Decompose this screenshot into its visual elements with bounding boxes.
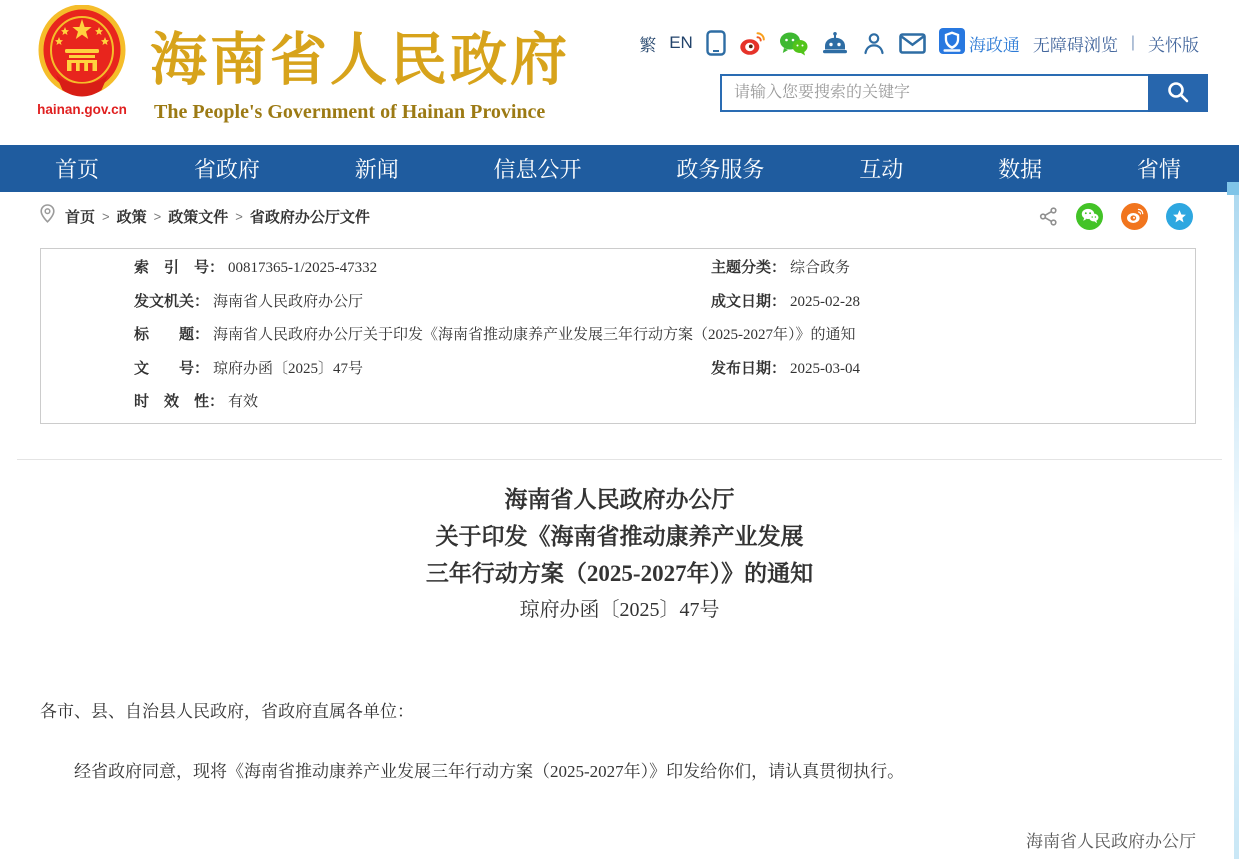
breadcrumb-row	[0, 192, 1239, 240]
top-links	[639, 29, 1199, 57]
scrollbar-track[interactable]	[1234, 195, 1239, 859]
nav-item-data[interactable]: 数据	[998, 157, 1043, 182]
haizhengtong-icon	[939, 28, 965, 59]
haizhengtong-label: 海政通	[968, 35, 1020, 55]
document-title-line: 海南省人民政府办公厅	[504, 486, 735, 512]
nav-item-news[interactable]: 新闻	[354, 157, 399, 182]
haizhengtong-link[interactable]	[939, 28, 1020, 59]
breadcrumb-policy-documents[interactable]: 政策文件	[168, 208, 229, 226]
site-subtitle: The People's Government of Hainan Province	[154, 101, 546, 123]
nav-item-government-services[interactable]: 政务服务	[676, 157, 765, 182]
content-divider	[17, 459, 1222, 460]
scrollbar-thumb[interactable]	[1227, 182, 1239, 195]
care-version-link[interactable]: 关怀版	[1148, 35, 1199, 55]
links-divider: |	[1130, 34, 1135, 51]
document-paragraph: 经省政府同意，现将《海南省推动康养产业发展三年行动方案（2025-2027年）》印发给你们，请认真贯彻执行。	[74, 761, 905, 781]
search-bar	[720, 74, 1208, 112]
document-signature: 海南省人民政府办公厅	[1026, 831, 1196, 851]
nav-item-home[interactable]: 首页	[55, 157, 100, 182]
document-salutation: 各市、县、自治县人民政府，省政府直属各单位：	[40, 701, 414, 721]
share-icon[interactable]	[1039, 207, 1058, 226]
breadcrumb-separator: >	[153, 208, 162, 224]
english-link[interactable]: EN	[669, 33, 693, 52]
nav-item-provincial-government[interactable]: 省政府	[193, 157, 260, 182]
meta-row	[134, 284, 1185, 318]
meta-row	[134, 250, 1185, 284]
meta-issuing-agency: 发文机关： 海南省人民政府办公厅	[134, 292, 364, 310]
weibo-icon[interactable]	[739, 31, 766, 56]
search-button[interactable]	[1148, 74, 1208, 112]
mail-icon[interactable]	[899, 33, 926, 54]
location-pin-icon	[40, 204, 55, 228]
document-number: 琼府办函〔2025〕47号	[519, 598, 720, 621]
share-buttons	[1039, 203, 1193, 230]
site-title: 海南省人民政府	[150, 28, 570, 92]
robot-icon[interactable]	[821, 31, 849, 56]
search-input[interactable]	[720, 74, 1148, 112]
wechat-icon[interactable]	[779, 31, 808, 56]
nav-item-information-disclosure[interactable]: 信息公开	[493, 157, 582, 182]
document-title	[0, 481, 1239, 592]
meta-publish-date: 发布日期： 2025-03-04	[711, 359, 861, 377]
document-body	[0, 481, 1239, 852]
meta-index-number: 索 引 号： 00817365-1/2025-47332	[134, 259, 378, 277]
qzone-share-icon[interactable]	[1166, 203, 1193, 230]
meta-written-date: 成文日期： 2025-02-28	[711, 292, 861, 310]
main-nav	[0, 145, 1239, 192]
breadcrumb-home[interactable]: 首页	[65, 208, 96, 226]
national-emblem-icon	[36, 86, 128, 103]
nav-item-province-overview[interactable]: 省情	[1136, 157, 1181, 182]
meta-topic-category: 主题分类： 综合政务	[711, 259, 851, 277]
meta-document-number: 文 号： 琼府办函〔2025〕47号	[134, 359, 364, 377]
logo-domain-text: hainan.gov.cn	[37, 102, 127, 117]
search-icon	[1165, 79, 1191, 108]
site-logo[interactable]	[30, 5, 134, 117]
document-meta-panel	[40, 248, 1196, 424]
wechat-share-icon[interactable]	[1076, 203, 1103, 230]
meta-row	[134, 351, 1185, 385]
document-title-line: 关于印发《海南省推动康养产业发展	[435, 523, 804, 549]
traditional-chinese-link[interactable]: 繁	[639, 35, 657, 55]
user-icon[interactable]	[862, 31, 886, 55]
breadcrumb	[65, 206, 370, 227]
meta-row	[134, 317, 1185, 351]
weibo-share-icon[interactable]	[1121, 203, 1148, 230]
breadcrumb-separator: >	[102, 208, 110, 224]
site-header	[0, 0, 1239, 145]
meta-validity: 时 效 性： 有效	[134, 393, 259, 411]
meta-title: 标 题： 海南省人民政府办公厅关于印发《海南省推动康养产业发展三年行动方案（2025-2027年）》的通知	[134, 326, 856, 344]
meta-row	[134, 384, 1185, 418]
breadcrumb-separator: >	[235, 208, 243, 224]
breadcrumb-current-page[interactable]: 省政府办公厅文件	[249, 208, 370, 226]
document-title-line: 三年行动方案（2025-2027年）》的通知	[425, 560, 814, 586]
mobile-icon[interactable]	[706, 30, 726, 56]
accessibility-link[interactable]: 无障碍浏览	[1032, 35, 1118, 55]
breadcrumb-policy[interactable]: 政策	[116, 208, 147, 226]
nav-item-interaction[interactable]: 互动	[859, 157, 904, 182]
